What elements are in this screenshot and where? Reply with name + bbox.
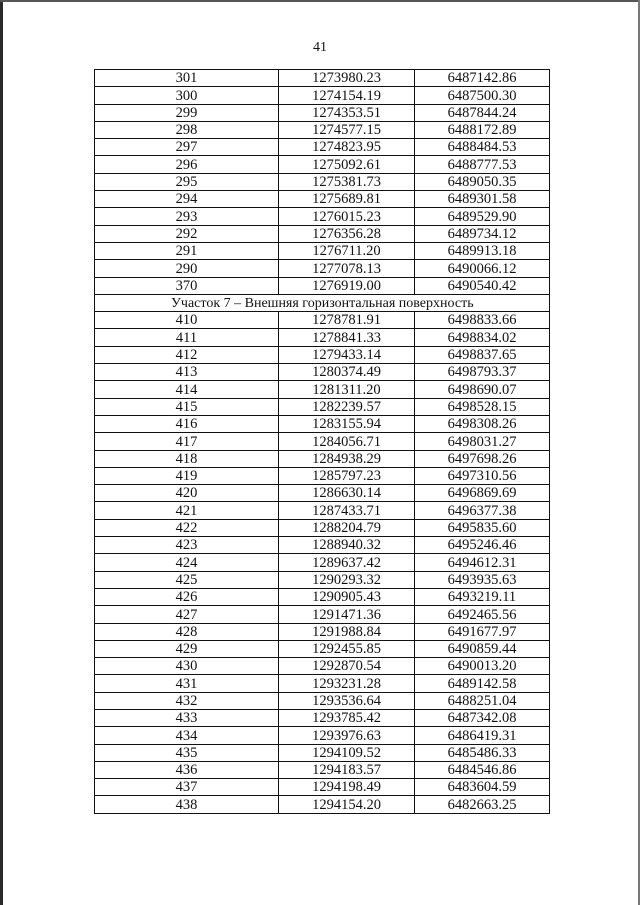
y-coordinate-cell: 6489734.12 bbox=[415, 225, 550, 242]
point-number-cell: 413 bbox=[95, 364, 279, 381]
table-row bbox=[95, 796, 550, 813]
y-coordinate-cell: 6491677.97 bbox=[415, 623, 550, 640]
y-coordinate-cell: 6498031.27 bbox=[415, 433, 550, 450]
x-coordinate-cell: 1286630.14 bbox=[279, 485, 415, 502]
x-coordinate-cell: 1278781.91 bbox=[279, 312, 415, 329]
x-coordinate-cell: 1276356.28 bbox=[279, 225, 415, 242]
x-coordinate-cell: 1294183.57 bbox=[279, 761, 415, 778]
y-coordinate-cell: 6489142.58 bbox=[415, 675, 550, 692]
x-coordinate-cell: 1276711.20 bbox=[279, 242, 415, 259]
y-coordinate-cell: 6484546.86 bbox=[415, 761, 550, 778]
table-row bbox=[95, 415, 550, 432]
table-row bbox=[95, 139, 550, 156]
table-row bbox=[95, 727, 550, 744]
table-row bbox=[95, 225, 550, 242]
point-number-cell: 299 bbox=[95, 104, 279, 121]
point-number-cell: 419 bbox=[95, 467, 279, 484]
x-coordinate-cell: 1294198.49 bbox=[279, 779, 415, 796]
point-number-cell: 421 bbox=[95, 502, 279, 519]
y-coordinate-cell: 6489301.58 bbox=[415, 191, 550, 208]
table-row bbox=[95, 433, 550, 450]
x-coordinate-cell: 1277078.13 bbox=[279, 260, 415, 277]
y-coordinate-cell: 6490859.44 bbox=[415, 640, 550, 657]
table-row bbox=[95, 502, 550, 519]
table-row bbox=[95, 312, 550, 329]
point-number-cell: 411 bbox=[95, 329, 279, 346]
point-number-cell: 293 bbox=[95, 208, 279, 225]
y-coordinate-cell: 6496869.69 bbox=[415, 485, 550, 502]
y-coordinate-cell: 6489529.90 bbox=[415, 208, 550, 225]
table-row bbox=[95, 571, 550, 588]
x-coordinate-cell: 1290293.32 bbox=[279, 571, 415, 588]
y-coordinate-cell: 6498690.07 bbox=[415, 381, 550, 398]
x-coordinate-cell: 1293785.42 bbox=[279, 709, 415, 726]
x-coordinate-cell: 1276015.23 bbox=[279, 208, 415, 225]
y-coordinate-cell: 6498837.65 bbox=[415, 346, 550, 363]
table-row bbox=[95, 346, 550, 363]
x-coordinate-cell: 1275381.73 bbox=[279, 173, 415, 190]
y-coordinate-cell: 6490066.12 bbox=[415, 260, 550, 277]
scan-edge-left bbox=[0, 0, 3, 905]
table-row bbox=[95, 121, 550, 138]
table-row bbox=[95, 450, 550, 467]
x-coordinate-cell: 1285797.23 bbox=[279, 467, 415, 484]
y-coordinate-cell: 6487500.30 bbox=[415, 87, 550, 104]
x-coordinate-cell: 1281311.20 bbox=[279, 381, 415, 398]
y-coordinate-cell: 6497698.26 bbox=[415, 450, 550, 467]
table-row bbox=[95, 329, 550, 346]
point-number-cell: 294 bbox=[95, 191, 279, 208]
x-coordinate-cell: 1279433.14 bbox=[279, 346, 415, 363]
table-row bbox=[95, 692, 550, 709]
point-number-cell: 416 bbox=[95, 415, 279, 432]
table-row bbox=[95, 87, 550, 104]
y-coordinate-cell: 6488484.53 bbox=[415, 139, 550, 156]
y-coordinate-cell: 6498793.37 bbox=[415, 364, 550, 381]
table-row bbox=[95, 260, 550, 277]
x-coordinate-cell: 1294109.52 bbox=[279, 744, 415, 761]
y-coordinate-cell: 6493935.63 bbox=[415, 571, 550, 588]
point-number-cell: 431 bbox=[95, 675, 279, 692]
x-coordinate-cell: 1274154.19 bbox=[279, 87, 415, 104]
y-coordinate-cell: 6483604.59 bbox=[415, 779, 550, 796]
y-coordinate-cell: 6494612.31 bbox=[415, 554, 550, 571]
y-coordinate-cell: 6488172.89 bbox=[415, 121, 550, 138]
point-number-cell: 300 bbox=[95, 87, 279, 104]
table-row bbox=[95, 208, 550, 225]
point-number-cell: 430 bbox=[95, 658, 279, 675]
y-coordinate-cell: 6489913.18 bbox=[415, 242, 550, 259]
point-number-cell: 296 bbox=[95, 156, 279, 173]
y-coordinate-cell: 6489050.35 bbox=[415, 173, 550, 190]
x-coordinate-cell: 1289637.42 bbox=[279, 554, 415, 571]
point-number-cell: 417 bbox=[95, 433, 279, 450]
point-number-cell: 429 bbox=[95, 640, 279, 657]
y-coordinate-cell: 6490013.20 bbox=[415, 658, 550, 675]
table-row bbox=[95, 709, 550, 726]
x-coordinate-cell: 1283155.94 bbox=[279, 415, 415, 432]
x-coordinate-cell: 1284938.29 bbox=[279, 450, 415, 467]
point-number-cell: 295 bbox=[95, 173, 279, 190]
table-row bbox=[95, 485, 550, 502]
point-number-cell: 412 bbox=[95, 346, 279, 363]
y-coordinate-cell: 6486419.31 bbox=[415, 727, 550, 744]
point-number-cell: 426 bbox=[95, 588, 279, 605]
x-coordinate-cell: 1291988.84 bbox=[279, 623, 415, 640]
y-coordinate-cell: 6493219.11 bbox=[415, 588, 550, 605]
y-coordinate-cell: 6488251.04 bbox=[415, 692, 550, 709]
point-number-cell: 428 bbox=[95, 623, 279, 640]
x-coordinate-cell: 1273980.23 bbox=[279, 70, 415, 87]
point-number-cell: 425 bbox=[95, 571, 279, 588]
point-number-cell: 432 bbox=[95, 692, 279, 709]
table-row bbox=[95, 191, 550, 208]
table-row bbox=[95, 640, 550, 657]
x-coordinate-cell: 1291471.36 bbox=[279, 606, 415, 623]
coordinates-table bbox=[94, 69, 550, 814]
x-coordinate-cell: 1275689.81 bbox=[279, 191, 415, 208]
table-row bbox=[95, 277, 550, 294]
x-coordinate-cell: 1294154.20 bbox=[279, 796, 415, 813]
y-coordinate-cell: 6498528.15 bbox=[415, 398, 550, 415]
table-row bbox=[95, 173, 550, 190]
table-row bbox=[95, 364, 550, 381]
table-row bbox=[95, 70, 550, 87]
x-coordinate-cell: 1293976.63 bbox=[279, 727, 415, 744]
coordinates-table-body bbox=[95, 70, 550, 814]
section-header-row bbox=[95, 294, 550, 311]
point-number-cell: 301 bbox=[95, 70, 279, 87]
table-row bbox=[95, 675, 550, 692]
point-number-cell: 410 bbox=[95, 312, 279, 329]
table-row bbox=[95, 242, 550, 259]
x-coordinate-cell: 1274823.95 bbox=[279, 139, 415, 156]
table-row bbox=[95, 779, 550, 796]
point-number-cell: 433 bbox=[95, 709, 279, 726]
point-number-cell: 424 bbox=[95, 554, 279, 571]
x-coordinate-cell: 1293231.28 bbox=[279, 675, 415, 692]
point-number-cell: 435 bbox=[95, 744, 279, 761]
y-coordinate-cell: 6487844.24 bbox=[415, 104, 550, 121]
point-number-cell: 298 bbox=[95, 121, 279, 138]
table-row bbox=[95, 519, 550, 536]
table-row bbox=[95, 761, 550, 778]
y-coordinate-cell: 6496377.38 bbox=[415, 502, 550, 519]
table-row bbox=[95, 467, 550, 484]
y-coordinate-cell: 6487142.86 bbox=[415, 70, 550, 87]
y-coordinate-cell: 6498308.26 bbox=[415, 415, 550, 432]
table-row bbox=[95, 398, 550, 415]
point-number-cell: 438 bbox=[95, 796, 279, 813]
table-row bbox=[95, 156, 550, 173]
x-coordinate-cell: 1280374.49 bbox=[279, 364, 415, 381]
point-number-cell: 427 bbox=[95, 606, 279, 623]
y-coordinate-cell: 6498833.66 bbox=[415, 312, 550, 329]
y-coordinate-cell: 6482663.25 bbox=[415, 796, 550, 813]
table-row bbox=[95, 537, 550, 554]
y-coordinate-cell: 6488777.53 bbox=[415, 156, 550, 173]
y-coordinate-cell: 6492465.56 bbox=[415, 606, 550, 623]
x-coordinate-cell: 1276919.00 bbox=[279, 277, 415, 294]
table-row bbox=[95, 623, 550, 640]
y-coordinate-cell: 6485486.33 bbox=[415, 744, 550, 761]
table-row bbox=[95, 381, 550, 398]
point-number-cell: 415 bbox=[95, 398, 279, 415]
point-number-cell: 423 bbox=[95, 537, 279, 554]
point-number-cell: 297 bbox=[95, 139, 279, 156]
y-coordinate-cell: 6487342.08 bbox=[415, 709, 550, 726]
y-coordinate-cell: 6497310.56 bbox=[415, 467, 550, 484]
table-row bbox=[95, 744, 550, 761]
x-coordinate-cell: 1293536.64 bbox=[279, 692, 415, 709]
x-coordinate-cell: 1284056.71 bbox=[279, 433, 415, 450]
table-row bbox=[95, 104, 550, 121]
point-number-cell: 436 bbox=[95, 761, 279, 778]
x-coordinate-cell: 1288204.79 bbox=[279, 519, 415, 536]
x-coordinate-cell: 1275092.61 bbox=[279, 156, 415, 173]
x-coordinate-cell: 1288940.32 bbox=[279, 537, 415, 554]
x-coordinate-cell: 1287433.71 bbox=[279, 502, 415, 519]
point-number-cell: 422 bbox=[95, 519, 279, 536]
scan-edge-top bbox=[0, 0, 640, 2]
point-number-cell: 370 bbox=[95, 277, 279, 294]
y-coordinate-cell: 6495835.60 bbox=[415, 519, 550, 536]
table-row bbox=[95, 554, 550, 571]
y-coordinate-cell: 6490540.42 bbox=[415, 277, 550, 294]
point-number-cell: 434 bbox=[95, 727, 279, 744]
table-row bbox=[95, 658, 550, 675]
x-coordinate-cell: 1292455.85 bbox=[279, 640, 415, 657]
page-number: 41 bbox=[313, 40, 327, 55]
point-number-cell: 437 bbox=[95, 779, 279, 796]
point-number-cell: 418 bbox=[95, 450, 279, 467]
x-coordinate-cell: 1278841.33 bbox=[279, 329, 415, 346]
y-coordinate-cell: 6495246.46 bbox=[415, 537, 550, 554]
x-coordinate-cell: 1274577.15 bbox=[279, 121, 415, 138]
section-title: Участок 7 – Внешняя горизонтальная поверхность bbox=[95, 294, 550, 311]
y-coordinate-cell: 6498834.02 bbox=[415, 329, 550, 346]
table-row bbox=[95, 588, 550, 605]
x-coordinate-cell: 1290905.43 bbox=[279, 588, 415, 605]
x-coordinate-cell: 1292870.54 bbox=[279, 658, 415, 675]
point-number-cell: 420 bbox=[95, 485, 279, 502]
x-coordinate-cell: 1282239.57 bbox=[279, 398, 415, 415]
point-number-cell: 290 bbox=[95, 260, 279, 277]
point-number-cell: 414 bbox=[95, 381, 279, 398]
point-number-cell: 292 bbox=[95, 225, 279, 242]
x-coordinate-cell: 1274353.51 bbox=[279, 104, 415, 121]
table-row bbox=[95, 606, 550, 623]
point-number-cell: 291 bbox=[95, 242, 279, 259]
